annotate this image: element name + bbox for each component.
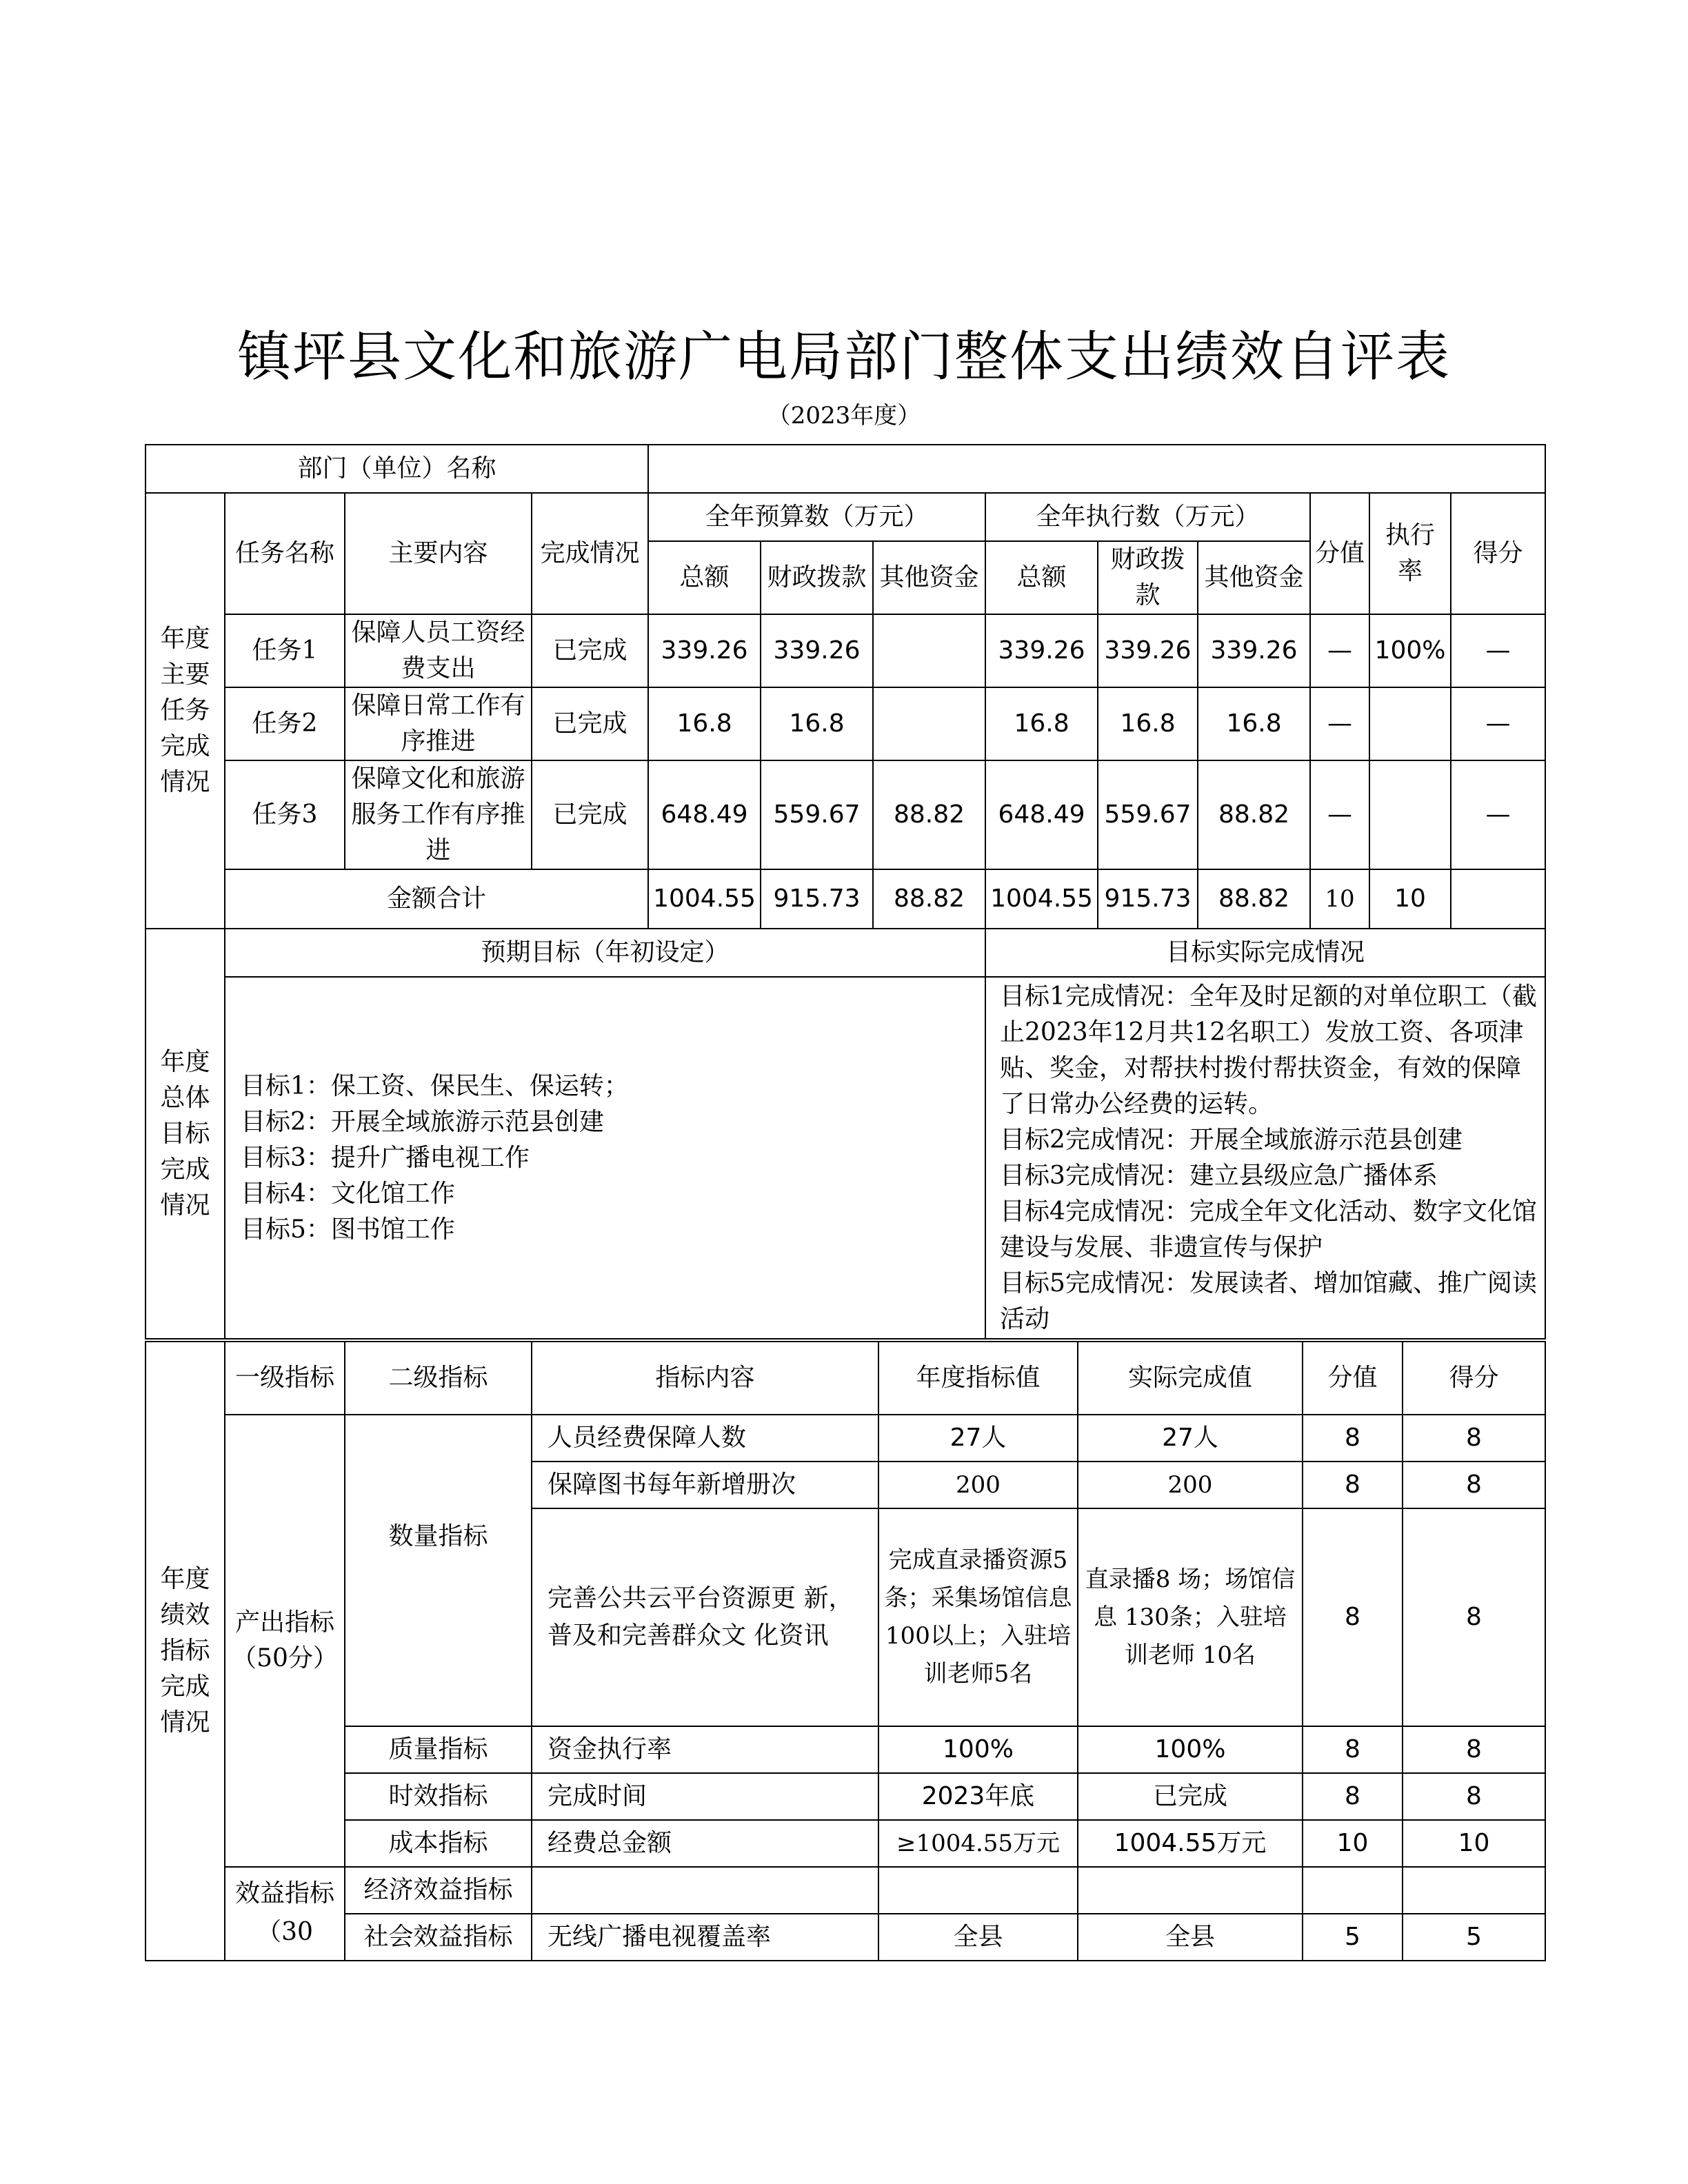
indicator-content: 保障图书每年新增册次 <box>532 1462 878 1508</box>
page-title: 镇坪县文化和旅游广电局部门整体支出绩效自评表 <box>237 326 1451 388</box>
total-label: 金额合计 <box>225 869 648 929</box>
goals-section-label: 年度总体目标完成情况 <box>145 929 225 1339</box>
total-score-value: 10 <box>1310 869 1369 929</box>
indicator-target: ≥1004.55万元 <box>878 1820 1078 1867</box>
indicator-content: 无线广播电视覆盖率 <box>532 1914 878 1961</box>
budget-fiscal: 559.67 <box>761 760 873 869</box>
header-score-value: 分值 <box>1303 1342 1403 1415</box>
indicators-section-label: 年度绩效指标完成情况 <box>145 1342 225 1961</box>
table-row <box>145 1773 1545 1820</box>
actual-goal: 目标3完成情况：建立县级应急广播体系 <box>1000 1162 1438 1190</box>
budget-fiscal: 16.8 <box>761 687 873 760</box>
task-status: 已完成 <box>532 687 648 760</box>
table-row <box>145 1867 1545 1914</box>
indicator-score: 5 <box>1403 1914 1545 1961</box>
budget-total: 648.49 <box>648 760 761 869</box>
header-score-value: 分值 <box>1310 493 1369 614</box>
score: — <box>1451 614 1545 687</box>
output-indicator-label: 产出指标（50分） <box>225 1415 345 1867</box>
indicator-level2: 经济效益指标 <box>345 1867 532 1914</box>
task-name: 任务3 <box>225 760 345 869</box>
table-row <box>145 687 1545 760</box>
indicator-actual: 直录播8 场；场馆信息 130条；入驻培训老师 10名 <box>1078 1508 1303 1726</box>
header-main-content: 主要内容 <box>345 493 532 614</box>
exec-fiscal: 16.8 <box>1098 687 1198 760</box>
indicator-score-value <box>1303 1867 1403 1914</box>
header-exec-other: 其他资金 <box>1198 541 1310 614</box>
indicator-score-value: 8 <box>1303 1415 1403 1462</box>
budget-other <box>873 687 985 760</box>
indicator-score: 8 <box>1403 1508 1545 1726</box>
task-status: 已完成 <box>532 760 648 869</box>
total-budget-fiscal: 915.73 <box>761 869 873 929</box>
header-target: 年度指标值 <box>878 1342 1078 1415</box>
task-name: 任务1 <box>225 614 345 687</box>
score-value: — <box>1310 614 1369 687</box>
exec-rate <box>1369 687 1451 760</box>
table-row <box>145 760 1545 869</box>
expected-goal: 目标3：提升广播电视工作 <box>241 1143 530 1172</box>
exec-total: 339.26 <box>985 614 1098 687</box>
score: — <box>1451 687 1545 760</box>
total-score <box>1451 869 1545 929</box>
indicator-score <box>1403 1867 1545 1914</box>
budget-other <box>873 614 985 687</box>
exec-other: 16.8 <box>1198 687 1310 760</box>
total-exec-other: 88.82 <box>1198 869 1310 929</box>
expected-goal: 目标4：文化馆工作 <box>241 1179 455 1208</box>
indicator-content: 经费总金额 <box>532 1820 878 1867</box>
table-row <box>145 1820 1545 1867</box>
actual-goal: 目标5完成情况：发展读者、增加馆藏、推广阅读活动 <box>1000 1269 1537 1333</box>
indicator-target: 2023年底 <box>878 1773 1078 1820</box>
expected-goal: 目标1：保工资、保民生、保运转； <box>241 1071 629 1100</box>
benefit-indicator-label: 效益指标（30 <box>225 1867 345 1961</box>
actual-goal: 目标2完成情况：开展全域旅游示范县创建 <box>1000 1126 1463 1154</box>
exec-rate <box>1369 760 1451 869</box>
table-row <box>145 1914 1545 1961</box>
table-row <box>145 614 1545 687</box>
header-actual: 实际完成值 <box>1078 1342 1303 1415</box>
budget-total: 339.26 <box>648 614 761 687</box>
indicator-target: 完成直录播资源5条；采集场馆信息 100以上；入驻培训老师5名 <box>878 1508 1078 1726</box>
exec-total: 16.8 <box>985 687 1098 760</box>
indicator-target: 全县 <box>878 1914 1078 1961</box>
indicator-score-value: 5 <box>1303 1914 1403 1961</box>
indicator-level2: 时效指标 <box>345 1773 532 1820</box>
table-row <box>145 1415 1545 1462</box>
header-exec-group: 全年执行数（万元） <box>985 493 1310 541</box>
task-name: 任务2 <box>225 687 345 760</box>
total-row <box>145 869 1545 929</box>
total-exec-fiscal: 915.73 <box>1098 869 1198 929</box>
actual-goals <box>985 977 1545 1339</box>
header-exec-fiscal: 财政拨款 <box>1098 541 1198 614</box>
indicator-score-value: 8 <box>1303 1462 1403 1508</box>
exec-other: 88.82 <box>1198 760 1310 869</box>
indicator-score-value: 10 <box>1303 1820 1403 1867</box>
indicator-actual: 200 <box>1078 1462 1303 1508</box>
expected-goal: 目标2：开展全域旅游示范县创建 <box>241 1107 604 1136</box>
indicator-actual: 已完成 <box>1078 1773 1303 1820</box>
page-subtitle: （2023年度） <box>767 402 921 429</box>
header-content: 指标内容 <box>532 1342 878 1415</box>
indicator-score: 8 <box>1403 1726 1545 1773</box>
header-budget-fiscal: 财政拨款 <box>761 541 873 614</box>
header-task-name: 任务名称 <box>225 493 345 614</box>
exec-fiscal: 339.26 <box>1098 614 1198 687</box>
indicator-target: 100% <box>878 1726 1078 1773</box>
indicator-score: 8 <box>1403 1773 1545 1820</box>
indicator-level2: 成本指标 <box>345 1820 532 1867</box>
indicator-target: 200 <box>878 1462 1078 1508</box>
header-budget-other: 其他资金 <box>873 541 985 614</box>
indicator-level2: 社会效益指标 <box>345 1914 532 1961</box>
indicator-score: 8 <box>1403 1415 1545 1462</box>
indicator-level2: 数量指标 <box>345 1415 532 1726</box>
exec-rate: 100% <box>1369 614 1451 687</box>
total-exec-total: 1004.55 <box>985 869 1098 929</box>
tasks-section-label: 年度主要任务完成情况 <box>145 493 225 929</box>
score: — <box>1451 760 1545 869</box>
exec-fiscal: 559.67 <box>1098 760 1198 869</box>
header-level1: 一级指标 <box>225 1342 345 1415</box>
actual-goals-header: 目标实际完成情况 <box>985 929 1545 977</box>
indicator-actual: 100% <box>1078 1726 1303 1773</box>
actual-goal: 目标4完成情况：完成全年文化活动、数字文化馆建设与发展、非遗宣传与保护 <box>1000 1197 1537 1262</box>
header-status: 完成情况 <box>532 493 648 614</box>
total-exec-rate: 10 <box>1369 869 1451 929</box>
task-content: 保障人员工资经费支出 <box>345 614 532 687</box>
budget-other: 88.82 <box>873 760 985 869</box>
indicator-target <box>878 1867 1078 1914</box>
indicator-actual: 全县 <box>1078 1914 1303 1961</box>
indicator-score-value: 8 <box>1303 1773 1403 1820</box>
indicator-content <box>532 1867 878 1914</box>
indicator-content: 完善公共云平台资源更 新，普及和完善群众文 化资讯 <box>532 1508 878 1726</box>
exec-other: 339.26 <box>1198 614 1310 687</box>
exec-total: 648.49 <box>985 760 1098 869</box>
task-status: 已完成 <box>532 614 648 687</box>
indicator-score-value: 8 <box>1303 1726 1403 1773</box>
unit-name-value <box>648 445 1545 493</box>
expected-goal: 目标5：图书馆工作 <box>241 1215 455 1244</box>
expected-goals <box>225 977 985 1339</box>
header-score: 得分 <box>1403 1342 1545 1415</box>
indicator-content: 资金执行率 <box>532 1726 878 1773</box>
score-value: — <box>1310 760 1369 869</box>
indicator-score-value: 8 <box>1303 1508 1403 1726</box>
indicator-score: 8 <box>1403 1462 1545 1508</box>
budget-total: 16.8 <box>648 687 761 760</box>
expected-goals-header: 预期目标（年初设定） <box>225 929 985 977</box>
header-budget-total: 总额 <box>648 541 761 614</box>
summary-table <box>145 444 1546 1339</box>
header-exec-total: 总额 <box>985 541 1098 614</box>
header-score: 得分 <box>1451 493 1545 614</box>
header-budget-group: 全年预算数（万元） <box>648 493 985 541</box>
indicator-content: 完成时间 <box>532 1773 878 1820</box>
header-level2: 二级指标 <box>345 1342 532 1415</box>
total-budget-total: 1004.55 <box>648 869 761 929</box>
task-content: 保障日常工作有序推进 <box>345 687 532 760</box>
budget-fiscal: 339.26 <box>761 614 873 687</box>
indicator-target: 27人 <box>878 1415 1078 1462</box>
table-row <box>145 1726 1545 1773</box>
indicator-actual: 27人 <box>1078 1415 1303 1462</box>
unit-name-label: 部门（单位）名称 <box>145 445 648 493</box>
indicator-score: 10 <box>1403 1820 1545 1867</box>
indicator-actual: 1004.55万元 <box>1078 1820 1303 1867</box>
total-budget-other: 88.82 <box>873 869 985 929</box>
task-content: 保障文化和旅游服务工作有序推进 <box>345 760 532 869</box>
indicators-table <box>145 1341 1546 1961</box>
actual-goal: 目标1完成情况：全年及时足额的对单位职工（截止2023年12月共12名职工）发放工资、各项津贴、奖金，对帮扶村拨付帮扶资金，有效的保障了日常办公经费的运转。 <box>1000 982 1537 1118</box>
indicator-actual <box>1078 1867 1303 1914</box>
score-value: — <box>1310 687 1369 760</box>
indicator-content: 人员经费保障人数 <box>532 1415 878 1462</box>
indicator-level2: 质量指标 <box>345 1726 532 1773</box>
header-exec-rate: 执行率 <box>1369 493 1451 614</box>
